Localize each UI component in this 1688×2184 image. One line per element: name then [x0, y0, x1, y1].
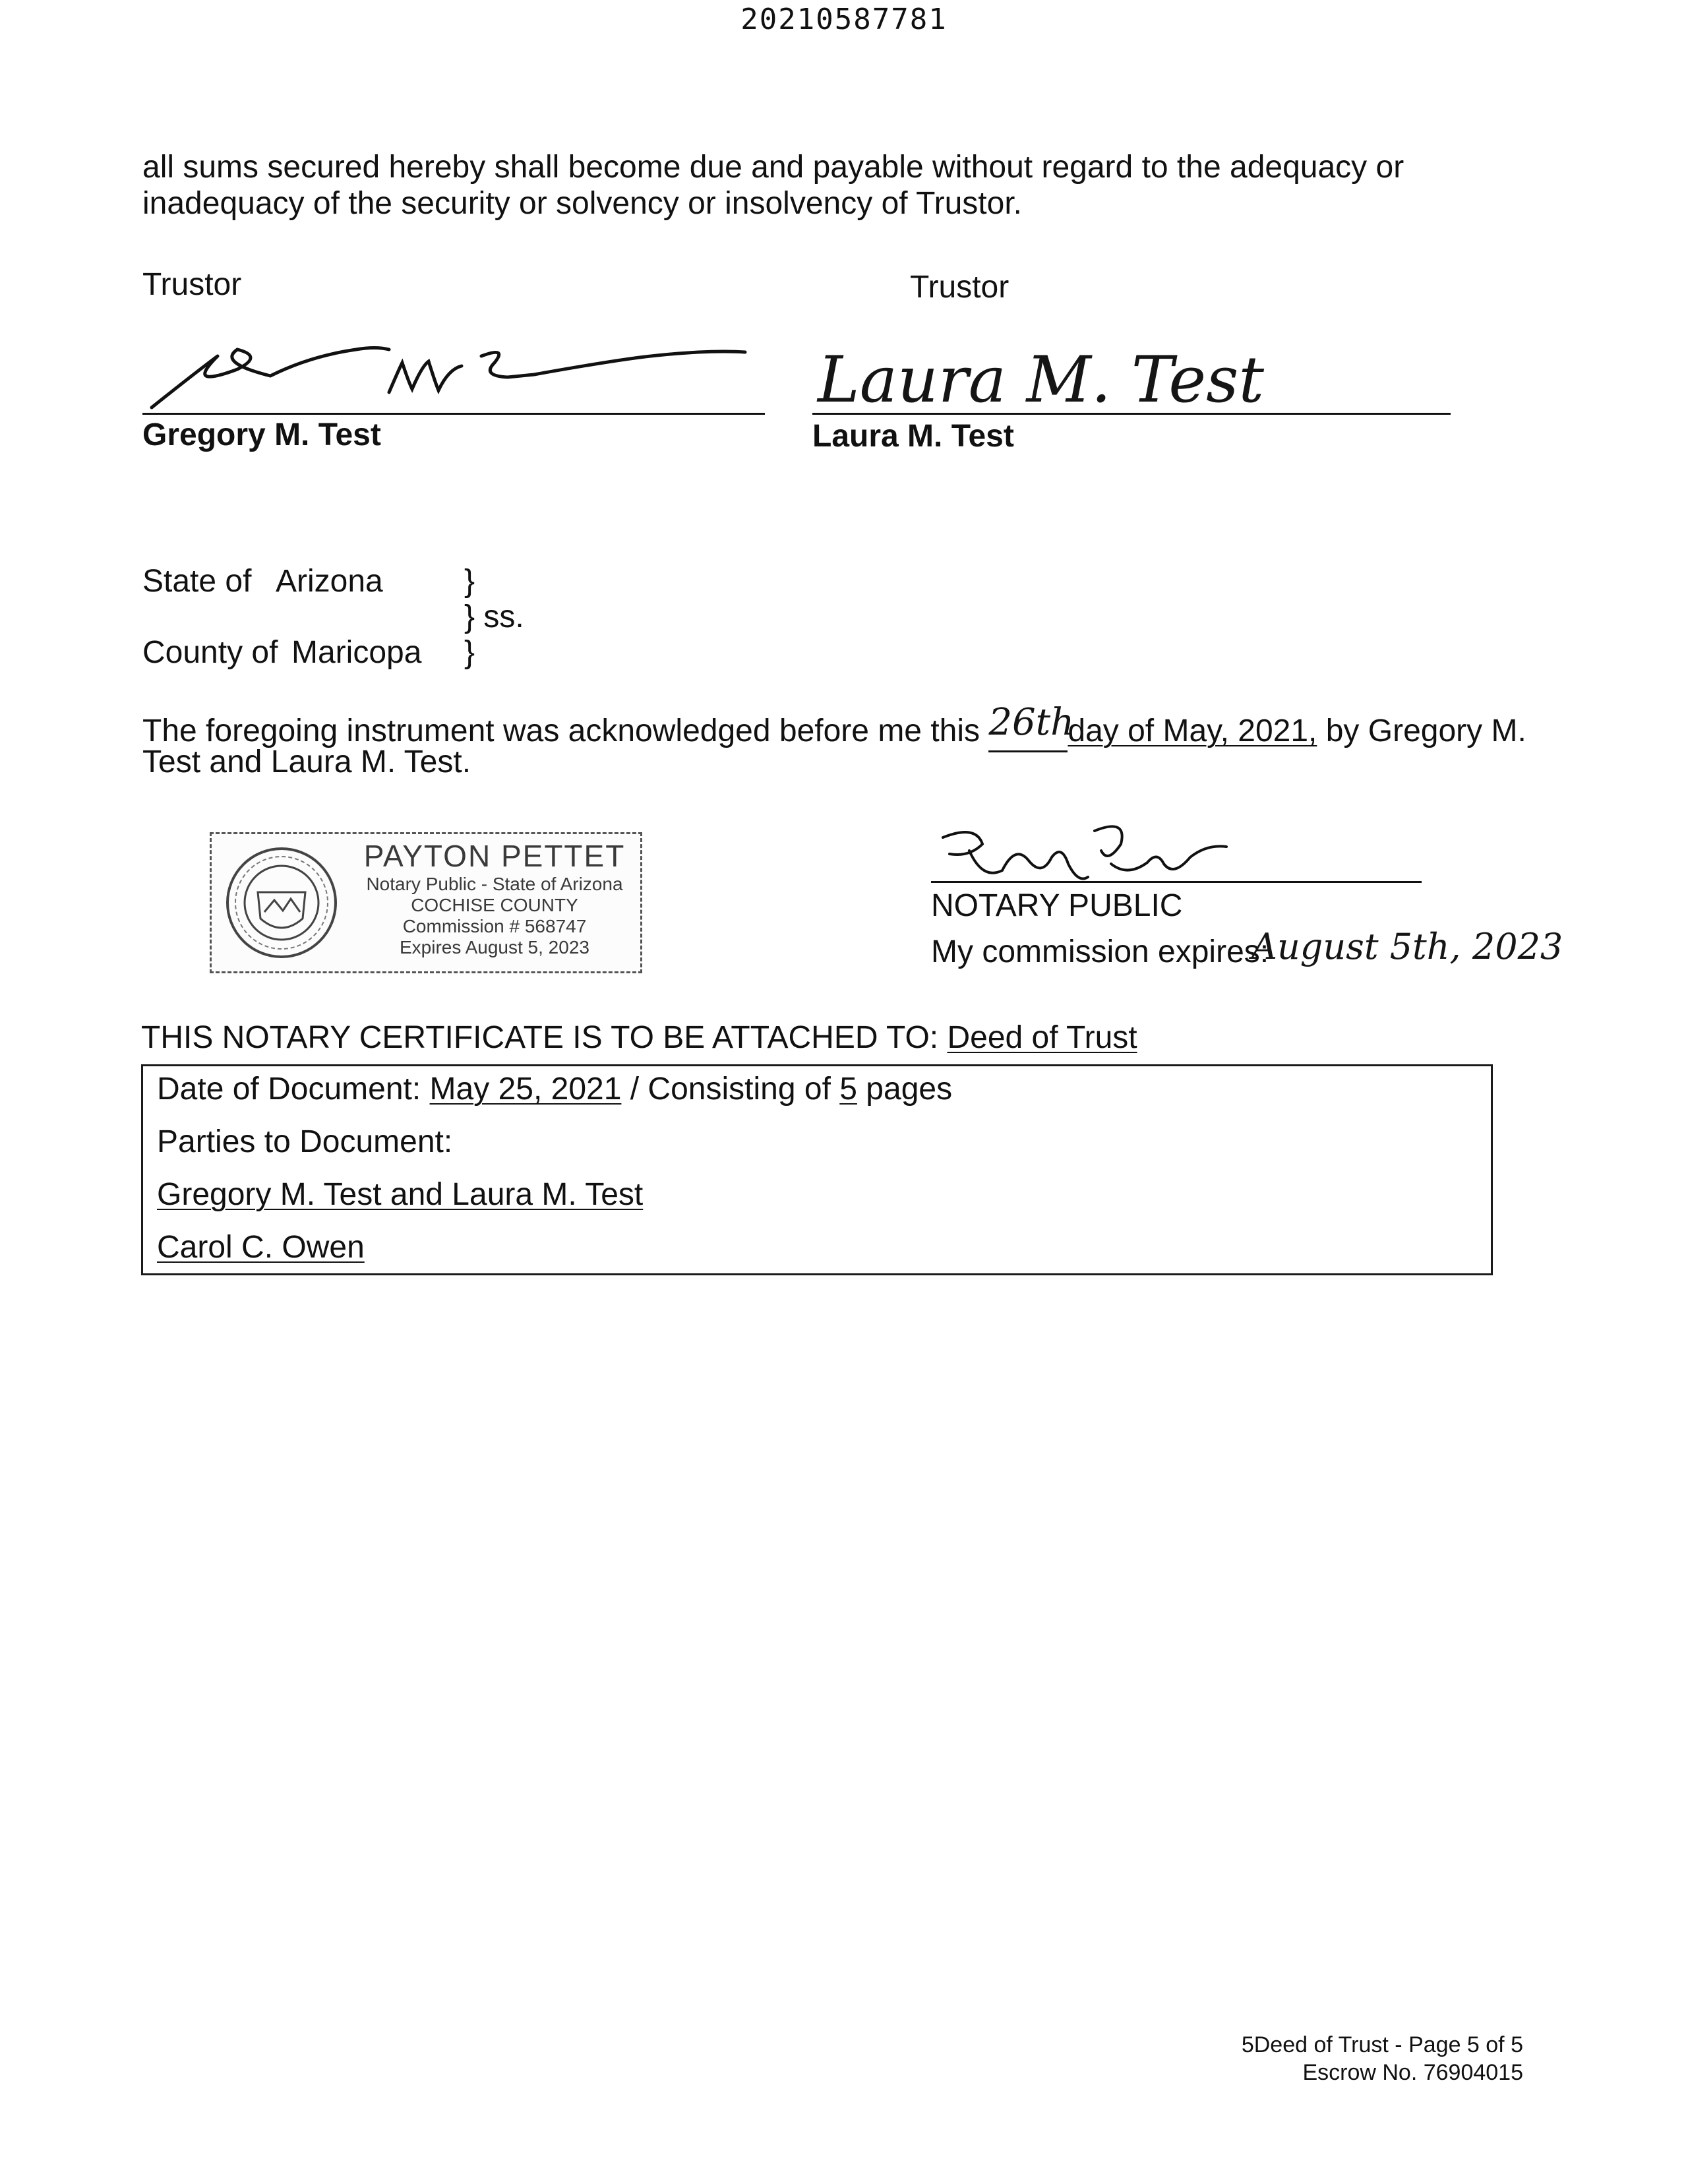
attach-label: THIS NOTARY CERTIFICATE IS TO BE ATTACHED TO: — [141, 1020, 939, 1055]
brace-ss: } ss. — [464, 599, 524, 634]
party-1: Gregory M. Test and Laura M. Test — [157, 1177, 644, 1212]
trustor-label-right: Trustor — [910, 270, 1010, 305]
county-label: County of — [142, 635, 278, 670]
day-handwritten: 26th — [988, 701, 1075, 744]
signer-name-right: Laura M. Test — [812, 419, 1014, 454]
footer-page-info: 5Deed of Trust - Page 5 of 5 — [1241, 2032, 1523, 2057]
commission-expiry-handwritten: August 5th, 2023 — [1251, 926, 1563, 967]
stamp-line4: Expires August 5, 2023 — [400, 937, 589, 957]
footer-escrow: Escrow No. 76904015 — [1302, 2060, 1523, 2085]
notary-signature — [930, 818, 1233, 890]
acknowledgment-line2: Test and Laura M. Test. — [142, 744, 471, 779]
document-date-line — [157, 1071, 952, 1107]
notary-title: NOTARY PUBLIC — [931, 888, 1183, 923]
signer-name-left: Gregory M. Test — [142, 417, 381, 452]
stamp-name: PAYTON PETTET — [363, 839, 626, 873]
county-value: Maricopa — [291, 635, 422, 670]
acknowledgment-suffix: by Gregory M. — [1325, 713, 1526, 748]
stamp-line2: COCHISE COUNTY — [411, 895, 578, 915]
brace-top: } — [464, 564, 475, 599]
parties-label: Parties to Document: — [157, 1124, 453, 1159]
body-paragraph: all sums secured hereby shall become due and payable without regard to the adequacy or inadequacy of the security or solvency or insolvency of Trustor. — [142, 150, 1404, 222]
stamp-line1: Notary Public - State of Arizona — [366, 874, 623, 894]
stamp-line3: Commission # 568747 — [402, 916, 587, 936]
document-number: 20210587781 — [740, 3, 948, 36]
date-value: May 25, 2021 — [429, 1072, 622, 1107]
day-suffix: day of May, 2021, — [1068, 713, 1317, 748]
consisting-prefix: / Consisting of — [630, 1072, 831, 1107]
stamp-text — [353, 838, 636, 958]
state-seal-icon — [225, 846, 338, 959]
pages-value: 5 — [839, 1072, 857, 1107]
state-label: State of — [142, 564, 252, 599]
commission-label: My commission expires: — [931, 934, 1269, 969]
date-label: Date of Document: — [157, 1072, 421, 1107]
attach-value: Deed of Trust — [947, 1020, 1137, 1055]
pages-suffix: pages — [866, 1072, 953, 1107]
signature-line-left — [142, 413, 765, 415]
acknowledgment-prefix: The foregoing instrument was acknowledged before me this — [142, 713, 980, 748]
signature-line-right — [812, 413, 1451, 415]
gregory-signature — [138, 330, 771, 415]
trustor-label-left: Trustor — [142, 267, 242, 302]
laura-signature: Laura M. Test — [818, 343, 1265, 417]
notary-stamp — [210, 832, 642, 973]
day-blank — [988, 701, 1075, 752]
brace-bottom: } — [464, 635, 475, 670]
notary-signature-line — [931, 881, 1422, 883]
state-value: Arizona — [276, 564, 383, 599]
party-2: Carol C. Owen — [157, 1230, 365, 1265]
attach-line — [141, 1019, 1137, 1056]
